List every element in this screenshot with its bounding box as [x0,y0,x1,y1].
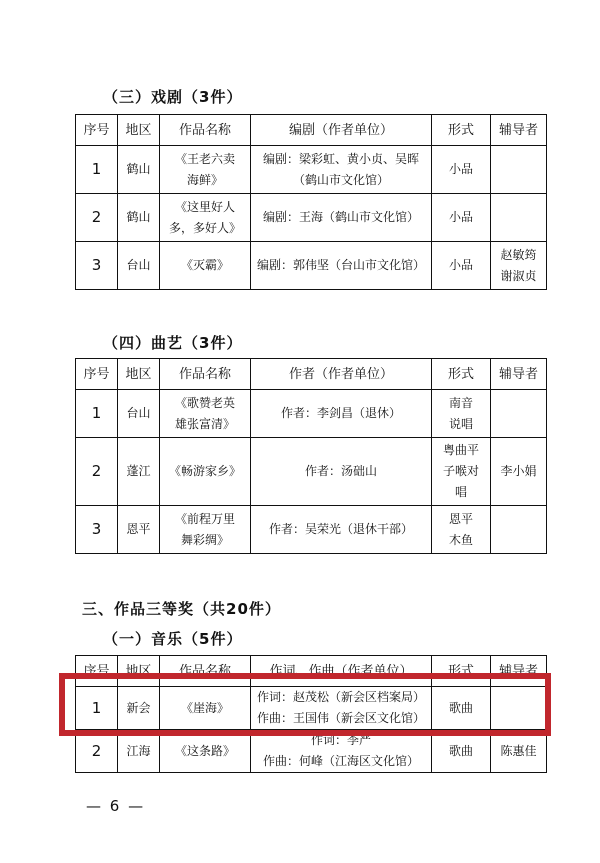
column-header: 地区 [118,115,160,146]
cell-mentor [491,194,547,242]
column-header: 形式 [432,359,491,390]
cell-mentor [491,146,547,194]
cell-region: 台山 [118,242,160,290]
cell-form-line: 小品 [448,258,473,272]
cell-form-line: 歌曲 [448,743,473,758]
cell-author-line: 作词：李严 [310,733,371,747]
column-header: 序号 [76,359,118,390]
cell-form [432,438,491,506]
cell-author-line: 编剧：王海（鹤山市文化馆） [262,210,419,224]
column-header: 地区 [118,359,160,390]
cell-author-line: 作词：赵茂松（新会区档案局） [256,690,425,704]
cell-work-line: 海鲜》 [186,172,223,187]
cell-work-line: 《王老六卖 [174,151,235,166]
cell-author-line: （鹤山市文化馆） [292,172,389,187]
cell-form [432,506,491,554]
table-row [76,390,547,438]
table-row [76,438,547,506]
cell-form-line: 恩平 [448,511,473,526]
column-header: 形式 [432,115,491,146]
cell-form-line: 唱 [454,485,467,499]
cell-mentor [491,390,547,438]
table-row [76,146,547,194]
column-header: 作者（作者单位） [251,359,432,390]
page-number: — 6 — [86,797,146,815]
cell-author [251,438,432,506]
cell-work-line: 多，多好人》 [168,220,241,235]
cell-work [160,390,251,438]
cell-form [432,146,491,194]
cell-no: 2 [76,730,118,773]
cell-form-line: 木鱼 [448,532,473,547]
column-header: 编剧（作者单位） [251,115,432,146]
cell-form-line: 子喉对 [442,464,479,478]
cell-author [251,194,432,242]
section-title-drama: （三）戏剧（3件） [103,88,243,106]
cell-no: 3 [76,242,118,290]
cell-form-line: 说唱 [448,416,473,431]
cell-work-line: 舞彩绸》 [180,532,229,547]
cell-mentor [491,506,547,554]
table-header-row [76,115,547,146]
cell-mentor-line: 李小娟 [500,464,537,478]
cell-work [160,194,251,242]
cell-work-line: 《崖海》 [180,700,229,715]
cell-work [160,438,251,506]
cell-work-line: 《歌赞老英 [174,395,235,410]
cell-mentor-line: 谢淑贞 [500,268,537,283]
cell-work-line: 雄张富清》 [174,416,235,431]
cell-form-line: 小品 [448,162,473,176]
cell-no: 2 [76,438,118,506]
column-header: 形式 [432,656,491,687]
cell-work-line: 《前程万里 [174,511,235,526]
cell-no: 2 [76,194,118,242]
cell-author-line: 作者：汤础山 [304,464,377,478]
table-row [76,242,547,290]
cell-mentor-line: 赵敏筠 [500,247,537,262]
cell-work-line: 《这条路》 [174,743,235,758]
cell-work [160,146,251,194]
cell-author-line: 编剧：郭伟坚（台山市文化馆） [256,258,425,272]
cell-form-line: 歌曲 [448,700,473,715]
table-header-row [76,359,547,390]
cell-mentor-line: 陈惠佳 [500,743,537,758]
cell-form [432,194,491,242]
cell-author-line: 作者：吴荣光（退休干部） [268,522,413,536]
section-title-music: （一）音乐（5件） [103,630,243,648]
column-header: 作品名称 [160,115,251,146]
column-header: 作品名称 [160,359,251,390]
cell-region: 台山 [118,390,160,438]
column-header: 地区 [118,656,160,687]
cell-author-line: 作曲：王国伟（新会区文化馆） [256,711,425,725]
cell-work-line: 《灭霸》 [180,258,229,272]
column-header: 辅导者 [491,115,547,146]
cell-no: 1 [76,390,118,438]
cell-region: 新会 [118,687,160,730]
cell-author [251,146,432,194]
cell-form-line: 小品 [448,210,473,224]
column-header: 序号 [76,656,118,687]
table-quyi [75,358,547,554]
cell-author [251,390,432,438]
column-header: 作品名称 [160,656,251,687]
cell-region: 蓬江 [118,438,160,506]
cell-no: 1 [76,146,118,194]
cell-region: 鹤山 [118,194,160,242]
table-row [76,506,547,554]
cell-form-line: 南音 [448,395,473,410]
cell-mentor [491,242,547,290]
cell-work-line: 《这里好人 [174,199,235,214]
cell-region: 江海 [118,730,160,773]
cell-no: 3 [76,506,118,554]
cell-author-line: 作曲：何峰（江海区文化馆） [262,754,419,768]
table-drama [75,114,547,290]
column-header: 辅导者 [491,359,547,390]
table-row [76,194,547,242]
cell-author-line: 编剧：梁彩虹、黄小贞、吴晖 [262,151,419,166]
cell-author [251,506,432,554]
cell-work [160,506,251,554]
cell-form-line: 粤曲平 [442,443,479,457]
column-header: 辅导者 [491,656,547,687]
cell-work [160,242,251,290]
cell-region: 恩平 [118,506,160,554]
highlight-box [59,673,551,736]
column-header: 序号 [76,115,118,146]
cell-form [432,390,491,438]
cell-region: 鹤山 [118,146,160,194]
column-header: 作词、作曲（作者单位） [251,656,432,687]
section-heading-third-prize: 三、作品三等奖（共20件） [82,600,281,618]
cell-author [251,242,432,290]
cell-mentor [491,438,547,506]
section-title-quyi: （四）曲艺（3件） [103,334,243,352]
cell-form [432,242,491,290]
cell-work-line: 《畅游家乡》 [168,464,241,478]
cell-author-line: 作者：李剑昌（退休） [280,406,401,420]
cell-no: 1 [76,687,118,730]
